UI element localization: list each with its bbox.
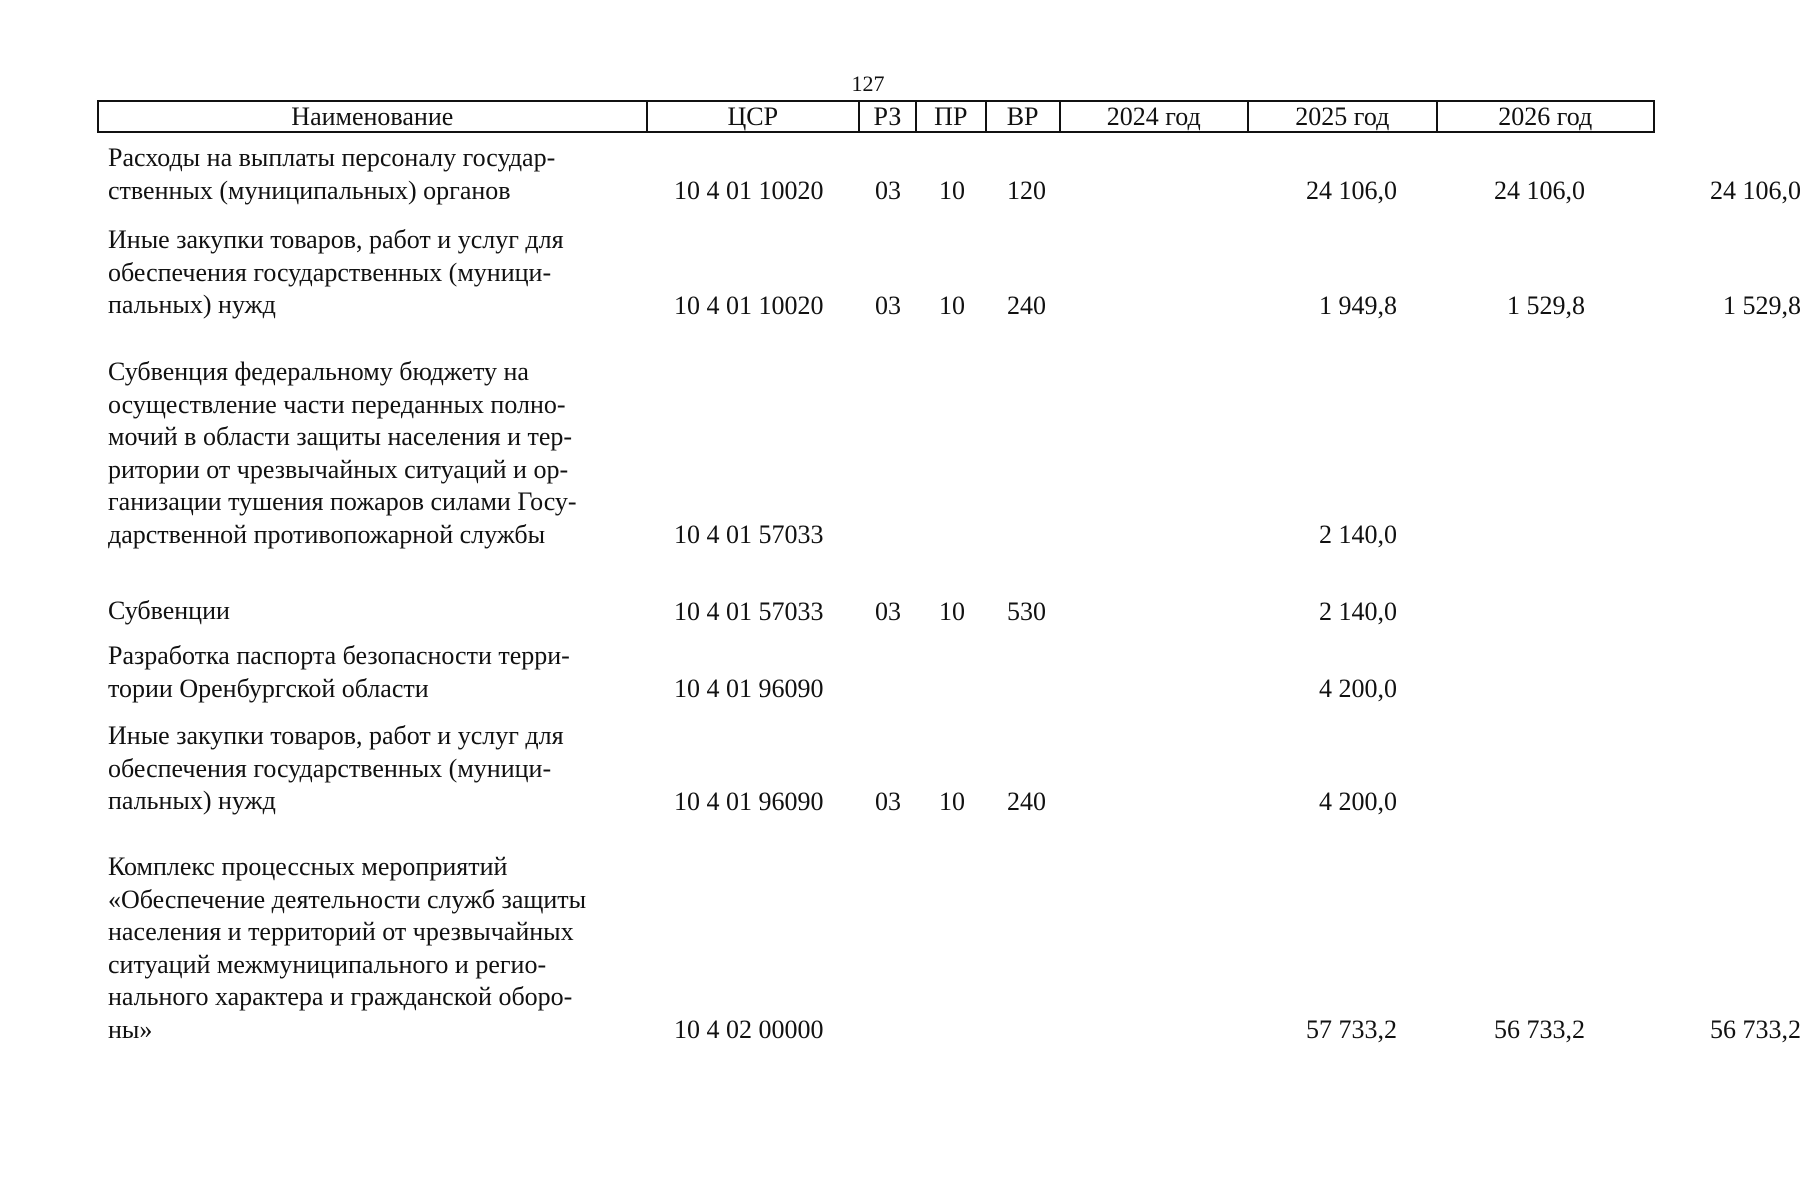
row-vr: 240 — [1007, 786, 1046, 816]
row-vr: 120 — [1007, 175, 1046, 205]
row-vr: 240 — [1007, 290, 1046, 320]
row-2025: 1 529,8 — [1507, 290, 1585, 320]
row-2024: 4 200,0 — [1319, 786, 1397, 816]
page-number: 127 — [851, 71, 885, 96]
table-row — [97, 595, 1655, 628]
row-2026: 24 106,0 — [1710, 175, 1801, 205]
row-csr: 10 4 01 96090 — [674, 786, 824, 816]
column-header-2026: 2026 год — [1498, 102, 1593, 131]
row-2024: 2 140,0 — [1319, 596, 1397, 626]
row-2024: 4 200,0 — [1319, 673, 1397, 703]
row-vr: 530 — [1007, 596, 1046, 626]
row-name: Разработка паспорта безопасности терри- тории Оренбургской области — [108, 641, 570, 703]
row-rz: 03 — [875, 175, 901, 205]
row-csr: 10 4 01 57033 — [674, 596, 824, 626]
row-2025: 56 733,2 — [1494, 1014, 1585, 1044]
row-name: Субвенция федеральному бюджету на осуществление части переданных полно- мочий в области защиты населения и тер- ритории от чрезвычайных ситуаций и ор- ганизации тушения пожаров силами Госу- дарственной противопожарной службы — [108, 357, 577, 549]
row-2026: 1 529,8 — [1723, 290, 1801, 320]
column-header-vr: ВР — [987, 102, 1061, 131]
row-name: Субвенции — [108, 596, 230, 625]
table-row — [97, 224, 1801, 322]
row-rz: 03 — [875, 596, 901, 626]
row-pr: 10 — [939, 290, 965, 320]
table-header — [97, 100, 1655, 133]
row-name: Расходы на выплаты персоналу государ- ственных (муниципальных) органов — [108, 143, 556, 205]
column-header-name: Наименование — [99, 102, 648, 131]
row-csr: 10 4 01 10020 — [674, 290, 824, 320]
table-row — [97, 356, 1655, 551]
column-header-rz: РЗ — [860, 102, 917, 131]
row-csr: 10 4 01 10020 — [674, 175, 824, 205]
column-header-2024: 2024 год — [1061, 102, 1250, 131]
row-2024: 1 949,8 — [1319, 290, 1397, 320]
row-csr: 10 4 01 57033 — [674, 519, 824, 549]
row-rz: 03 — [875, 786, 901, 816]
row-2024: 57 733,2 — [1306, 1014, 1397, 1044]
column-header-2025: 2025 год — [1249, 102, 1438, 131]
table-row — [97, 851, 1801, 1046]
row-csr: 10 4 01 96090 — [674, 673, 824, 703]
row-name: Иные закупки товаров, работ и услуг для обеспечения государственных (муници- пальных) нужд — [108, 721, 564, 815]
row-pr: 10 — [939, 786, 965, 816]
row-name: Комплекс процессных мероприятий «Обеспечение деятельности служб защиты населения и территорий от чрезвычайных ситуаций межмуниципального и регио- нального характера и гражданской оборо- ны» — [108, 852, 587, 1044]
row-pr: 10 — [939, 175, 965, 205]
row-pr: 10 — [939, 596, 965, 626]
row-rz: 03 — [875, 290, 901, 320]
table-row — [97, 720, 1655, 818]
row-2024: 24 106,0 — [1306, 175, 1397, 205]
row-2025: 24 106,0 — [1494, 175, 1585, 205]
table-row — [97, 142, 1801, 207]
row-name: Иные закупки товаров, работ и услуг для обеспечения государственных (муници- пальных) нужд — [108, 225, 564, 319]
column-header-csr: ЦСР — [648, 102, 860, 131]
row-csr: 10 4 02 00000 — [674, 1014, 824, 1044]
table-row — [97, 640, 1655, 705]
row-2024: 2 140,0 — [1319, 519, 1397, 549]
row-2026: 56 733,2 — [1710, 1014, 1801, 1044]
column-header-pr: ПР — [917, 102, 987, 131]
